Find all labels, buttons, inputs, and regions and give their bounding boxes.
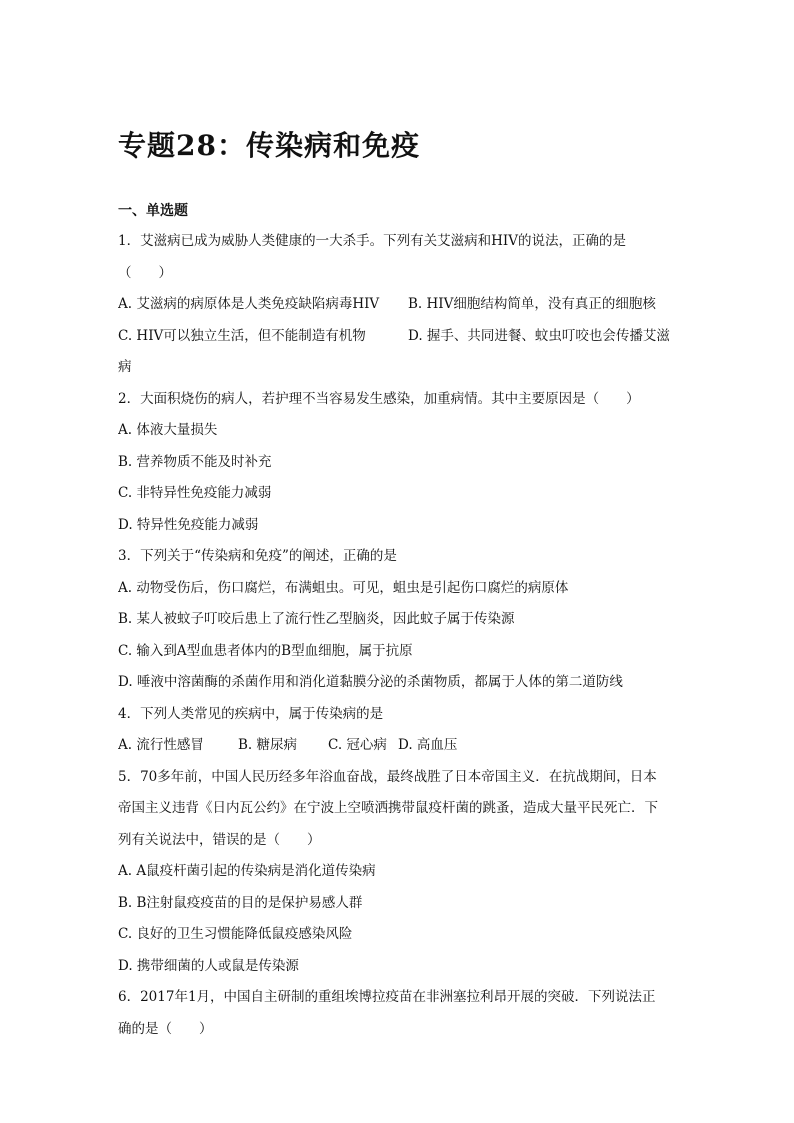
answer-option[interactable]: C. HIV可以独立生活，但不能制造有机物	[118, 327, 366, 344]
option-row	[118, 730, 678, 762]
answer-option[interactable]: A. 艾滋病的病原体是人类免疫缺陷病毒HIV	[118, 296, 380, 312]
question-stem-line: 4．下列人类常见的疾病中，属于传染病的是	[118, 705, 384, 722]
option-row	[118, 478, 678, 510]
answer-option[interactable]: D. 特异性免疫能力减弱	[118, 516, 259, 533]
question-stem-line: 5．70多年前，中国人民历经多年浴血奋战，最终战胜了日本帝国主义．在抗战期间，日本	[118, 768, 657, 785]
question-4	[118, 699, 678, 762]
answer-option[interactable]: A. A鼠疫杆菌引起的传染病是消化道传染病	[118, 863, 376, 879]
answer-option[interactable]: D. 唾液中溶菌酶的杀菌作用和消化道黏膜分泌的杀菌物质，都属于人体的第二道防线	[118, 674, 623, 690]
question-stem-line: （ ）	[118, 264, 172, 281]
question-1	[118, 226, 678, 384]
answer-option[interactable]: B. 营养物质不能及时补充	[118, 453, 272, 470]
question-5	[118, 762, 678, 983]
question-stem-line: 帝国主义违背《日内瓦公约》在宁波上空喷洒携带鼠疫杆菌的跳蚤，造成大量平民死亡．下	[118, 800, 658, 816]
answer-option[interactable]: B. 某人被蚊子叮咬后患上了流行性乙型脑炎，因此蚊子属于传染源	[118, 611, 515, 627]
option-row	[118, 573, 678, 605]
option-row	[118, 447, 678, 479]
answer-option[interactable]: A. 动物受伤后，伤口腐烂，布满蛆虫。可见，蛆虫是引起伤口腐烂的病原体	[118, 579, 569, 596]
option-row	[118, 856, 678, 888]
question-stem-line: 6．2017年1月，中国自主研制的重组埃博拉疫苗在非洲塞拉利昂开展的突破．下列说法正	[118, 989, 656, 1005]
question-6	[118, 982, 678, 1045]
question-stem-line: 3．下列关于“传染病和免疫”的阐述，正确的是	[118, 548, 397, 564]
option-row	[118, 888, 678, 920]
answer-option[interactable]: A. 流行性感冒	[118, 737, 204, 753]
answer-option[interactable]: B. 糖尿病	[238, 737, 298, 753]
question-list	[118, 226, 678, 1045]
page-title: 专题28：传染病和免疫	[118, 129, 420, 162]
option-row	[118, 415, 678, 447]
answer-option[interactable]: C. 冠心病	[328, 737, 387, 753]
question-stem-line: 确的是（ ）	[118, 1020, 213, 1037]
answer-option[interactable]: A. 体液大量损失	[118, 422, 218, 438]
question-stem-line: 2．大面积烧伤的病人，若护理不当容易发生感染，加重病情。其中主要原因是（ ）	[118, 390, 640, 407]
answer-option[interactable]: C. 良好的卫生习惯能降低鼠疫感染风险	[118, 926, 353, 942]
option-continuation: 病	[118, 359, 132, 375]
option-row	[118, 604, 678, 636]
answer-option[interactable]: B. B注射鼠疫疫苗的目的是保护易感人群	[118, 894, 363, 911]
option-row	[118, 667, 678, 699]
option-row	[118, 321, 678, 353]
question-stem-line: 1．艾滋病已成为威胁人类健康的一大杀手。下列有关艾滋病和HIV的说法，正确的是	[118, 233, 626, 249]
answer-option[interactable]: D. 握手、共同进餐、蚊虫叮咬也会传播艾滋	[408, 327, 670, 344]
option-row	[118, 951, 678, 983]
answer-option[interactable]: D. 高血压	[398, 737, 458, 753]
option-row	[118, 919, 678, 951]
answer-option[interactable]: B. HIV细胞结构简单，没有真正的细胞核	[408, 296, 656, 312]
answer-option[interactable]: C. 输入到A型血患者体内的B型血细胞，属于抗原	[118, 642, 413, 659]
question-3	[118, 541, 678, 699]
option-row	[118, 636, 678, 668]
question-2	[118, 384, 678, 542]
option-row	[118, 510, 678, 542]
section-heading: 一、单选题	[118, 203, 188, 219]
answer-option[interactable]: D. 携带细菌的人或鼠是传染源	[118, 957, 299, 974]
option-row	[118, 289, 678, 321]
answer-option[interactable]: C. 非特异性免疫能力减弱	[118, 485, 272, 501]
question-stem-line: 列有关说法中，错误的是（ ）	[118, 831, 321, 848]
